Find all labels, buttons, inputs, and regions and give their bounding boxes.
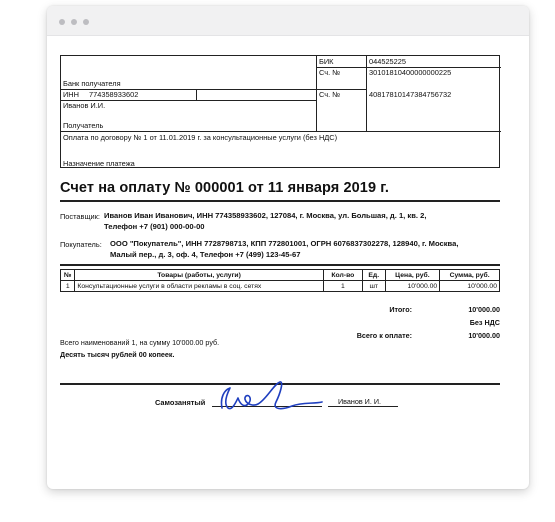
self-employed-label: Самозанятый	[155, 398, 206, 407]
signatory-name: Иванов И. И.	[338, 397, 382, 406]
item-price: 10'000.00	[385, 281, 440, 292]
col-goods-header: Товары (работы, услуги)	[75, 270, 323, 281]
window-control-dot-icon[interactable]	[83, 19, 89, 25]
col-sum-header: Сумма, руб.	[440, 270, 500, 281]
inn-label: ИНН	[63, 90, 79, 99]
total-value: 10'000.00	[468, 305, 500, 314]
col-qty-header: Кол-во	[323, 270, 362, 281]
item-quantity: 1	[323, 281, 362, 292]
col-price-header: Цена, руб.	[385, 270, 440, 281]
account2-label: Сч. №	[319, 90, 341, 99]
window-titlebar	[47, 6, 529, 36]
amount-due-value: 10'000.00	[468, 331, 500, 340]
invoice-title: Счет на оплату № 000001 от 11 января 2019 г.	[60, 180, 390, 196]
recipient-account-value: 40817810147384756732	[369, 90, 452, 99]
items-table	[60, 269, 500, 292]
item-number: 1	[61, 281, 75, 292]
payment-purpose-value: Оплата по договору № 1 от 11.01.2019 г. за консультационные услуги (без НДС)	[63, 133, 338, 142]
name-line	[328, 406, 398, 407]
payment-purpose-label: Назначение платежа	[63, 159, 135, 168]
col-number-header: №	[61, 270, 75, 281]
recipient-label: Получатель	[63, 121, 104, 130]
bank-details-table	[60, 55, 500, 168]
handwritten-signature-icon	[210, 378, 330, 418]
table-row	[61, 281, 500, 292]
window-control-dot-icon[interactable]	[59, 19, 65, 25]
total-label: Итого:	[389, 305, 412, 314]
item-sum: 10'000.00	[440, 281, 500, 292]
items-top-divider	[60, 264, 500, 266]
buyer-label: Покупатель:	[60, 240, 102, 249]
supplier-label: Поставщик:	[60, 212, 100, 221]
item-description: Консультационные услуги в области рекламы в соц. сетях	[75, 281, 323, 292]
supplier-line1: Иванов Иван Иванович, ИНН 774358933602, 127084, г. Москва, ул. Большая, д. 1, кв. 2,	[104, 211, 427, 220]
vat-label: Без НДС	[469, 318, 500, 327]
items-header-row	[61, 270, 500, 281]
col-unit-header: Ед.	[362, 270, 385, 281]
inn-value: 774358933602	[89, 90, 139, 99]
bik-label: БИК	[319, 57, 334, 66]
window-control-dot-icon[interactable]	[71, 19, 77, 25]
account-label: Сч. №	[319, 68, 341, 77]
bik-value: 044525225	[369, 57, 406, 66]
recipient-name: Иванов И.И.	[63, 101, 106, 110]
buyer-line1: ООО "Покупатель", ИНН 7728798713, КПП 772801001, ОГРН 6076837302278, 128940, г. Москва,	[110, 239, 459, 248]
title-divider	[60, 200, 500, 202]
buyer-line2: Малый пер., д. 3, оф. 4, Телефон +7 (499) 123-45-67	[110, 250, 301, 259]
items-summary: Всего наименований 1, на сумму 10'000.00 руб.	[60, 338, 220, 347]
bank-label: Банк получателя	[63, 79, 121, 88]
amount-due-label: Всего к оплате:	[356, 331, 412, 340]
amount-in-words: Десять тысяч рублей 00 копеек.	[60, 350, 175, 359]
item-unit: шт	[362, 281, 385, 292]
correspondent-account-value: 30101810400000000225	[369, 68, 452, 77]
supplier-line2: Телефон +7 (901) 000-00-00	[104, 222, 205, 231]
